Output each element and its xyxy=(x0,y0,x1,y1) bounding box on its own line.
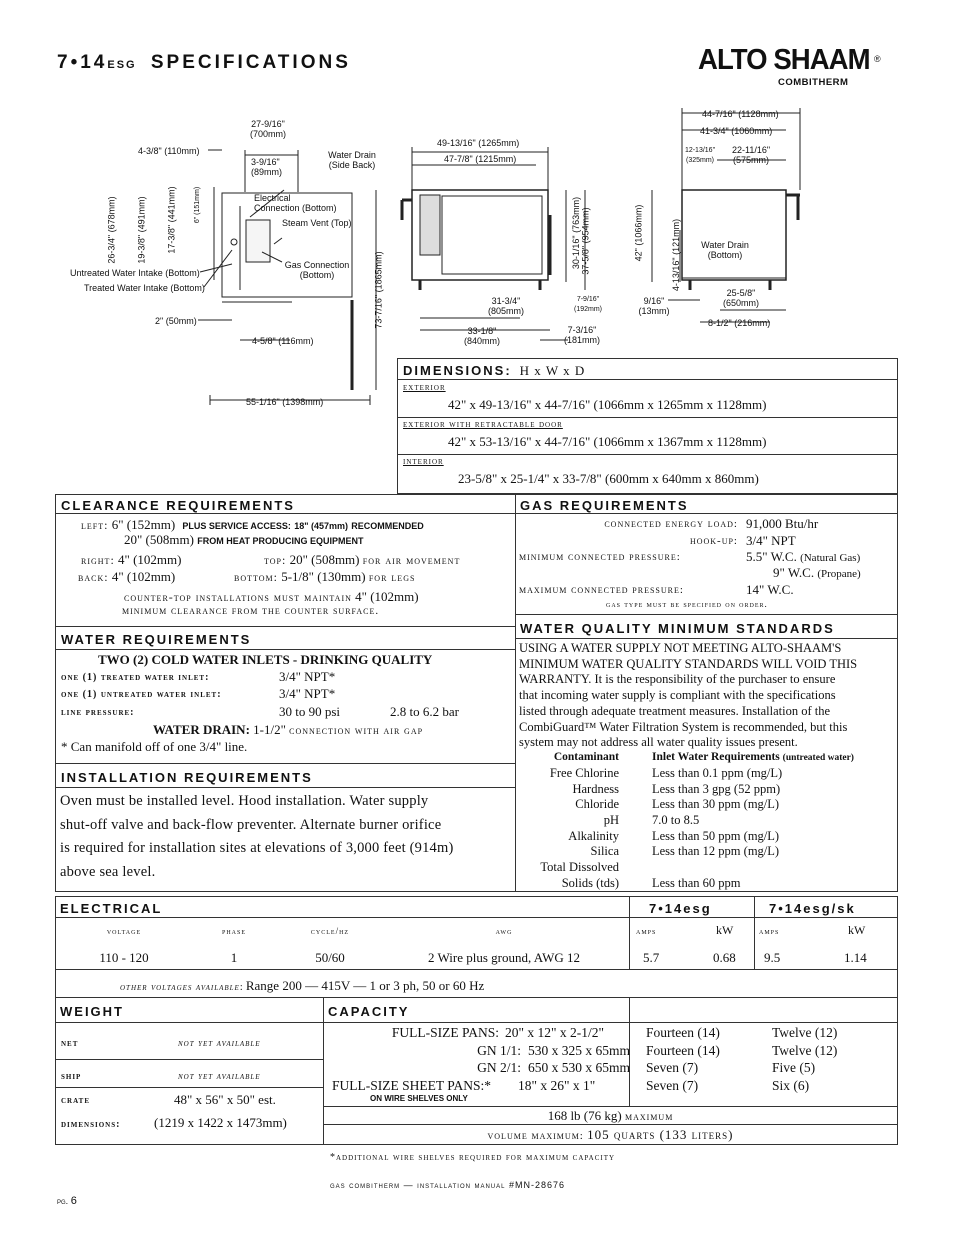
logo-text: ALTO SHAAM xyxy=(698,44,870,76)
clearance-heading: CLEARANCE REQUIREMENTS xyxy=(61,498,295,513)
dim-value-mm: (650mm) xyxy=(722,298,759,308)
pan-count-esg-sk: Five (5) xyxy=(772,1060,816,1075)
label-text: (Bottom) xyxy=(299,270,335,280)
col-phase: phase xyxy=(221,926,246,936)
dim-value-mm: (491mm) xyxy=(136,196,147,233)
dim-label: 44-7/16" (1128mm) xyxy=(702,109,779,119)
dim-value: 7-9/16" xyxy=(576,296,600,303)
pan-size: 18" x 26" x 1" xyxy=(518,1077,596,1093)
retractable-label: exterior with retractable door xyxy=(403,419,563,430)
header-note: (untreated water) xyxy=(782,753,854,763)
exterior-value: 42" x 49-13/16" x 44-7/16" (1066mm x 1265mm x 1128mm) xyxy=(448,397,767,412)
voltage-value: 110 - 120 xyxy=(99,950,149,965)
pan-count-esg: Fourteen (14) xyxy=(646,1025,720,1040)
dim-label: 55-1/16" (1398mm) xyxy=(246,397,324,407)
other-voltages-value: Range 200 — 415V — 1 or 3 ph, 50 or 60 Hz xyxy=(245,978,485,993)
label-text: Connection (Bottom) xyxy=(254,203,337,213)
label-text: Water Drain xyxy=(701,240,749,250)
max-weight-row xyxy=(324,1108,897,1124)
dim-value-mm: (575mm) xyxy=(732,155,769,165)
natural-gas-note: (Natural Gas) xyxy=(800,552,861,564)
header-text: Inlet Water Requirements xyxy=(652,751,780,763)
untreated-inlet-label: one (1) untreated water inlet: xyxy=(61,689,222,700)
dim-vertical: 42" (1066mm) xyxy=(633,204,644,262)
clearance-left2-row xyxy=(124,532,364,548)
pan-size: 20" x 12" x 2-1/2" xyxy=(505,1025,605,1040)
awg-value: 2 Wire plus ground, AWG 12 xyxy=(427,950,580,965)
dimensions-hwd: H x W x D xyxy=(519,363,586,378)
clearance-right-row xyxy=(81,552,181,568)
dim-value-mm: (805mm) xyxy=(487,306,524,316)
text-line: shut-off valve and back-flow preventer. Alternate burner orifice xyxy=(60,816,442,833)
net-label: net xyxy=(61,1038,79,1049)
hookup-label: hook-up: xyxy=(689,535,738,547)
dim-label: 41-3/4" (1060mm) xyxy=(700,126,773,136)
logo-registered: ® xyxy=(874,54,881,64)
gas-heading: GAS REQUIREMENTS xyxy=(520,498,689,513)
line-pressure-psi: 30 to 90 psi xyxy=(279,704,341,719)
from-heat-label: FROM HEAT PRODUCING EQUIPMENT xyxy=(197,536,364,546)
contaminant-name: Silica xyxy=(590,844,619,859)
contaminant-value: Less than 50 ppm (mg/L) xyxy=(652,828,780,843)
water-drain-value: 1-1/2" xyxy=(253,722,286,737)
contaminant-value: 7.0 to 8.5 xyxy=(652,813,700,828)
inlet-requirements-header xyxy=(652,751,854,763)
dim-value: 19-3/8" xyxy=(136,234,147,264)
dim-value: 7-3/16" xyxy=(567,325,597,335)
text-line: listed through adequate treatment measures. Installation of the xyxy=(519,703,831,718)
col-awg: awg xyxy=(495,926,513,936)
dim-value: 6" xyxy=(194,216,202,224)
counter-value: 4" (102mm) xyxy=(355,589,419,604)
text-line: is required for installation sites at elevations of 3,000 feet (914m) xyxy=(60,840,454,856)
dim-label: 4-5/8" (116mm) xyxy=(252,336,314,346)
contaminant-value: Less than 30 ppm (mg/L) xyxy=(652,797,780,812)
pan-count-esg: Fourteen (14) xyxy=(646,1042,720,1058)
pan-label: FULL-SIZE PANS: xyxy=(391,1025,499,1040)
hookup-value: 3/4" NPT xyxy=(746,533,796,548)
contaminant-value: Less than 0.1 ppm (mg/L) xyxy=(652,766,783,780)
electrical-connection-label xyxy=(254,193,337,213)
pan-count-esg: Seven (7) xyxy=(646,1060,699,1075)
title-model: 7•14 xyxy=(57,52,108,73)
dim-value-mm: (89mm) xyxy=(251,167,282,177)
label-text: (Side Back) xyxy=(328,160,376,170)
label-text: Electrical xyxy=(254,193,291,203)
gas-type-note: gas type must be specified on order. xyxy=(606,599,768,609)
min-pressure-value: 9" W.C. xyxy=(773,565,815,580)
volume-value: 105 quarts (133 liters) xyxy=(587,1127,734,1142)
treated-inlet-label: one (1) treated water inlet: xyxy=(61,672,210,683)
gas-connection-label xyxy=(282,260,352,280)
clearance-top-row xyxy=(264,552,460,568)
page-number xyxy=(57,1195,77,1207)
water-heading: WATER REQUIREMENTS xyxy=(61,632,252,647)
steam-vent-label: Steam Vent (Top) xyxy=(282,218,352,228)
water-quality-section xyxy=(515,614,898,892)
clearance-bottom-row xyxy=(234,569,415,585)
dim-value: 26-3/4" xyxy=(106,234,117,264)
water-drain-label xyxy=(322,150,382,170)
energy-load-value: 91,000 Btu/hr xyxy=(746,516,819,531)
dim-label: 2" (50mm) xyxy=(155,316,197,326)
text-line: above sea level. xyxy=(60,863,156,880)
electrical-heading: ELECTRICAL xyxy=(60,901,163,916)
crate-label: crate xyxy=(61,1095,90,1106)
contaminant-name: Total Dissolved xyxy=(540,860,619,875)
right-value: 4" (102mm) xyxy=(118,552,182,567)
ship-value: not yet available xyxy=(178,1071,261,1082)
contaminant-header: Contaminant xyxy=(553,751,619,763)
dim-label: 49-13/16" (1265mm) xyxy=(437,138,520,148)
contaminant-value: Less than 3 gpg (52 ppm) xyxy=(652,781,781,796)
ship-label: ship xyxy=(61,1071,82,1082)
treated-inlet-value: 3/4" NPT* xyxy=(279,669,336,684)
pan-count-esg-sk: Twelve (12) xyxy=(772,1025,838,1040)
dim-vertical xyxy=(671,219,681,291)
dim-vertical xyxy=(167,186,177,253)
line-pressure-label: line pressure: xyxy=(61,707,135,718)
dim-label xyxy=(476,296,536,316)
dim-vertical xyxy=(193,187,203,223)
dim-value: 4-13/16" xyxy=(671,257,682,292)
left2-value: 20" (508mm) xyxy=(124,532,194,547)
water-section xyxy=(55,626,516,764)
back-value: 4" (102mm) xyxy=(111,569,176,584)
dim-label xyxy=(452,326,512,346)
wire-shelves-note: ON WIRE SHELVES ONLY xyxy=(370,1094,468,1103)
text-line: MINIMUM WATER QUALITY STANDARDS WILL VOID THIS xyxy=(519,656,858,671)
dim-vertical: 73-7/16" (1865mm) xyxy=(373,251,384,329)
contaminant-name: pH xyxy=(603,813,619,828)
pan-label: GN 1/1: xyxy=(477,1042,521,1058)
dim-label xyxy=(238,119,298,139)
dim-label: 4-3/8" (110mm) xyxy=(138,146,200,156)
dim-vertical xyxy=(107,196,117,263)
top-value: 20" (508mm) xyxy=(289,552,360,567)
dim-value-mm: (121mm) xyxy=(671,218,682,255)
bottom-note: for legs xyxy=(368,570,416,584)
dim-vertical xyxy=(137,196,147,263)
label-text: Gas Connection xyxy=(284,260,350,270)
dim-label xyxy=(566,295,610,315)
interior-label: interior xyxy=(403,456,444,467)
capacity-footnote: *additional wire shelves required for maximum capacity xyxy=(330,1152,616,1163)
propane-note: (Propane) xyxy=(817,568,861,580)
phase-value: 1 xyxy=(230,950,238,965)
treated-intake-label: Treated Water Intake (Bottom) xyxy=(84,283,205,293)
label-text: Water Drain xyxy=(328,150,376,160)
exterior-label: exterior xyxy=(403,382,446,393)
dim-value: 22-11/16" xyxy=(731,145,771,155)
text-line: USING A WATER SUPPLY NOT MEETING ALTO-SHAAM'S xyxy=(519,641,842,655)
dim-label xyxy=(632,296,676,316)
energy-load-label: connected energy load: xyxy=(604,518,738,530)
min-pressure-natural xyxy=(746,549,860,565)
recommended-label: RECOMMENDED xyxy=(351,521,424,531)
text-line: Oven must be installed level. Hood installation. Water supply xyxy=(60,793,429,809)
dim-label xyxy=(726,145,776,165)
left-label: left: xyxy=(81,518,109,532)
dim-value-mm: (13mm) xyxy=(638,306,670,316)
dim-value-mm: (763mm) xyxy=(571,196,582,233)
installation-heading: INSTALLATION REQUIREMENTS xyxy=(61,770,313,785)
max-weight-value: 168 lb (76 kg) xyxy=(547,1108,622,1123)
retractable-value: 42" x 53-13/16" x 44-7/16" (1066mm x 1367mm x 1128mm) xyxy=(448,434,767,449)
plus-service-value: 18" (457mm) xyxy=(294,521,348,531)
pan-count-esg-sk: Six (6) xyxy=(772,1077,810,1093)
pan-count-esg: Seven (7) xyxy=(646,1077,699,1093)
col-amps: amps xyxy=(636,926,657,936)
dim-value: 3-9/16" xyxy=(251,157,280,167)
col-cycle: cycle/hz xyxy=(310,926,350,936)
col-amps: amps xyxy=(759,926,780,936)
crate-dims-value: (1219 x 1422 x 1473mm) xyxy=(154,1115,287,1130)
contaminant-name: Free Chlorine xyxy=(549,766,619,780)
dim-label: 8-1/2" (216mm) xyxy=(708,318,771,328)
col-kw: kW xyxy=(716,923,734,937)
text-line: that incoming water supply is compliant with the specifications xyxy=(519,688,836,703)
kw-value: 0.68 xyxy=(713,950,736,965)
dim-value-mm: (840mm) xyxy=(463,336,500,346)
line-pressure-bar: 2.8 to 6.2 bar xyxy=(390,704,459,719)
clearance-section xyxy=(55,494,516,627)
text-line: WARRANTY. It is the responsibility of the purchaser to ensure xyxy=(519,672,836,687)
manual-reference: gas combitherm — installation manual #MN-28676 xyxy=(330,1180,565,1190)
dim-value: 30-1/16" xyxy=(571,235,582,270)
dim-label xyxy=(680,146,720,166)
water-quality-heading: WATER QUALITY MINIMUM STANDARDS xyxy=(520,621,835,636)
title-specifications: SPECIFICATIONS xyxy=(150,52,351,73)
left-value: 6" (152mm) xyxy=(111,517,176,532)
dim-value: 25-5/8" xyxy=(726,288,756,298)
max-pressure-value: 14" W.C. xyxy=(746,582,794,597)
dim-value: 9/16" xyxy=(643,296,665,306)
dim-label xyxy=(251,157,282,177)
water-drain-row xyxy=(153,722,423,738)
pan-count-esg-sk: Twelve (12) xyxy=(772,1042,838,1058)
water-drain-bottom-label xyxy=(700,240,750,260)
contaminant-name: Solids (tds) xyxy=(561,875,619,890)
cycle-value: 50/60 xyxy=(315,950,345,965)
installation-text xyxy=(60,790,454,884)
clearance-left-row xyxy=(81,517,424,533)
interior-value: 23-5/8" x 25-1/4" x 33-7/8" (600mm x 640mm x 860mm) xyxy=(458,471,759,486)
pan-label: GN 2/1: xyxy=(477,1060,521,1075)
label-text: (Bottom) xyxy=(707,250,743,260)
installation-section xyxy=(55,763,516,892)
right-label: right: xyxy=(81,553,115,567)
clearance-back-row xyxy=(78,569,175,585)
crate-dims-label: dimensions: xyxy=(61,1119,121,1130)
weight-heading: WEIGHT xyxy=(60,1004,124,1019)
max-weight-label: maximum xyxy=(624,1111,674,1123)
dimensions-section xyxy=(397,358,898,494)
capacity-section xyxy=(323,997,898,1145)
bottom-label: bottom: xyxy=(234,570,278,584)
dim-vertical: 37-5/8" (954mm) xyxy=(580,207,591,275)
min-pressure-value: 5.5" W.C. xyxy=(746,549,797,564)
page-num: 6 xyxy=(70,1195,77,1207)
min-pressure-propane xyxy=(773,565,861,581)
max-pressure-label: maximum connected pressure: xyxy=(519,584,684,596)
contaminant-name: Chloride xyxy=(575,797,619,812)
plus-service-label: PLUS SERVICE ACCESS: xyxy=(182,521,291,531)
dim-value-mm: (151mm) xyxy=(194,186,202,215)
dim-value: 33-1/8" xyxy=(467,326,497,336)
title-model-suffix: esg xyxy=(107,55,137,72)
dim-value-mm: (700mm) xyxy=(249,129,286,139)
untreated-inlet-value: 3/4" NPT* xyxy=(279,686,336,701)
crate-value: 48" x 56" x 50" est. xyxy=(174,1092,276,1107)
other-voltages-row: other voltages available: Range 200 — 415V — 1 or 3 ph, 50 or 60 Hz xyxy=(120,978,485,993)
dim-value-mm: (325mm) xyxy=(685,157,714,164)
pan-label: FULL-SIZE SHEET PANS:* xyxy=(332,1077,492,1093)
dim-value-mm: (181mm) xyxy=(563,335,600,345)
min-pressure-label: minimum connected pressure: xyxy=(519,551,681,563)
dim-label xyxy=(556,325,608,345)
dim-value-mm: (678mm) xyxy=(106,196,117,233)
dimensions-heading: DIMENSIONS: xyxy=(403,363,512,378)
text-line: CombiGuard™ Water Filtration System is recommended, but this xyxy=(519,719,848,734)
col-voltage: voltage xyxy=(106,926,142,936)
volume-row xyxy=(324,1127,897,1143)
dim-value: 12-13/16" xyxy=(684,147,716,154)
pan-size: 650 x 530 x 65mm xyxy=(528,1060,631,1075)
logo-subtitle: COMBITHERM xyxy=(778,77,849,88)
dim-value: 27-9/16" xyxy=(251,119,285,129)
counter-label: counter-top installations must maintain xyxy=(124,590,352,604)
bottom-value: 5-1/8" (130mm) xyxy=(281,569,366,584)
model-esg-sk-heading: 7•14esg/sk xyxy=(769,901,856,916)
manifold-note: * Can manifold off of one 3/4" line. xyxy=(61,739,248,754)
water-drain-note: connection with air gap xyxy=(289,725,424,737)
amps-value: 5.7 xyxy=(643,950,660,965)
kw-value: 1.14 xyxy=(844,950,867,965)
contaminant-name: Hardness xyxy=(572,781,619,796)
dim-value: 31-3/4" xyxy=(491,296,521,306)
net-value: not yet available xyxy=(178,1038,261,1049)
weight-section xyxy=(55,997,324,1145)
untreated-intake-label: Untreated Water Intake (Bottom) xyxy=(70,268,200,278)
volume-label: volume maximum: xyxy=(487,1130,584,1142)
dim-label xyxy=(716,288,766,308)
dim-value-mm: (441mm) xyxy=(166,186,177,223)
gas-section xyxy=(515,494,898,615)
counter-row xyxy=(124,589,419,605)
water-quality-text xyxy=(519,641,857,751)
col-kw: kW xyxy=(848,923,866,937)
dim-label: 47-7/8" (1215mm) xyxy=(444,154,517,164)
top-note: for air movement xyxy=(362,553,461,567)
water-drain-label: WATER DRAIN: xyxy=(153,722,250,737)
contaminant-value: Less than 12 ppm (mg/L) xyxy=(652,844,780,859)
water-inlets-title: TWO (2) COLD WATER INLETS - DRINKING QUALITY xyxy=(98,652,433,667)
model-esg-heading: 7•14esg xyxy=(649,901,712,916)
pan-size: 530 x 325 x 65mm xyxy=(528,1042,631,1058)
counter-note: minimum clearance from the counter surface. xyxy=(122,605,380,617)
top-label: top: xyxy=(264,553,287,567)
contaminant-value: Less than 60 ppm xyxy=(652,875,741,890)
text-line: system may not address all water quality issues present. xyxy=(519,735,798,750)
contaminant-name: Alkalinity xyxy=(568,828,619,843)
other-voltages-label: other voltages available xyxy=(120,982,240,993)
capacity-heading: CAPACITY xyxy=(328,1004,410,1019)
page-label: pg. xyxy=(57,1196,69,1206)
amps-value: 9.5 xyxy=(764,950,781,965)
dim-value-mm: (192mm) xyxy=(573,306,602,313)
electrical-section xyxy=(55,896,898,998)
back-label: back: xyxy=(78,570,109,584)
dim-value: 17-3/8" xyxy=(166,224,177,254)
